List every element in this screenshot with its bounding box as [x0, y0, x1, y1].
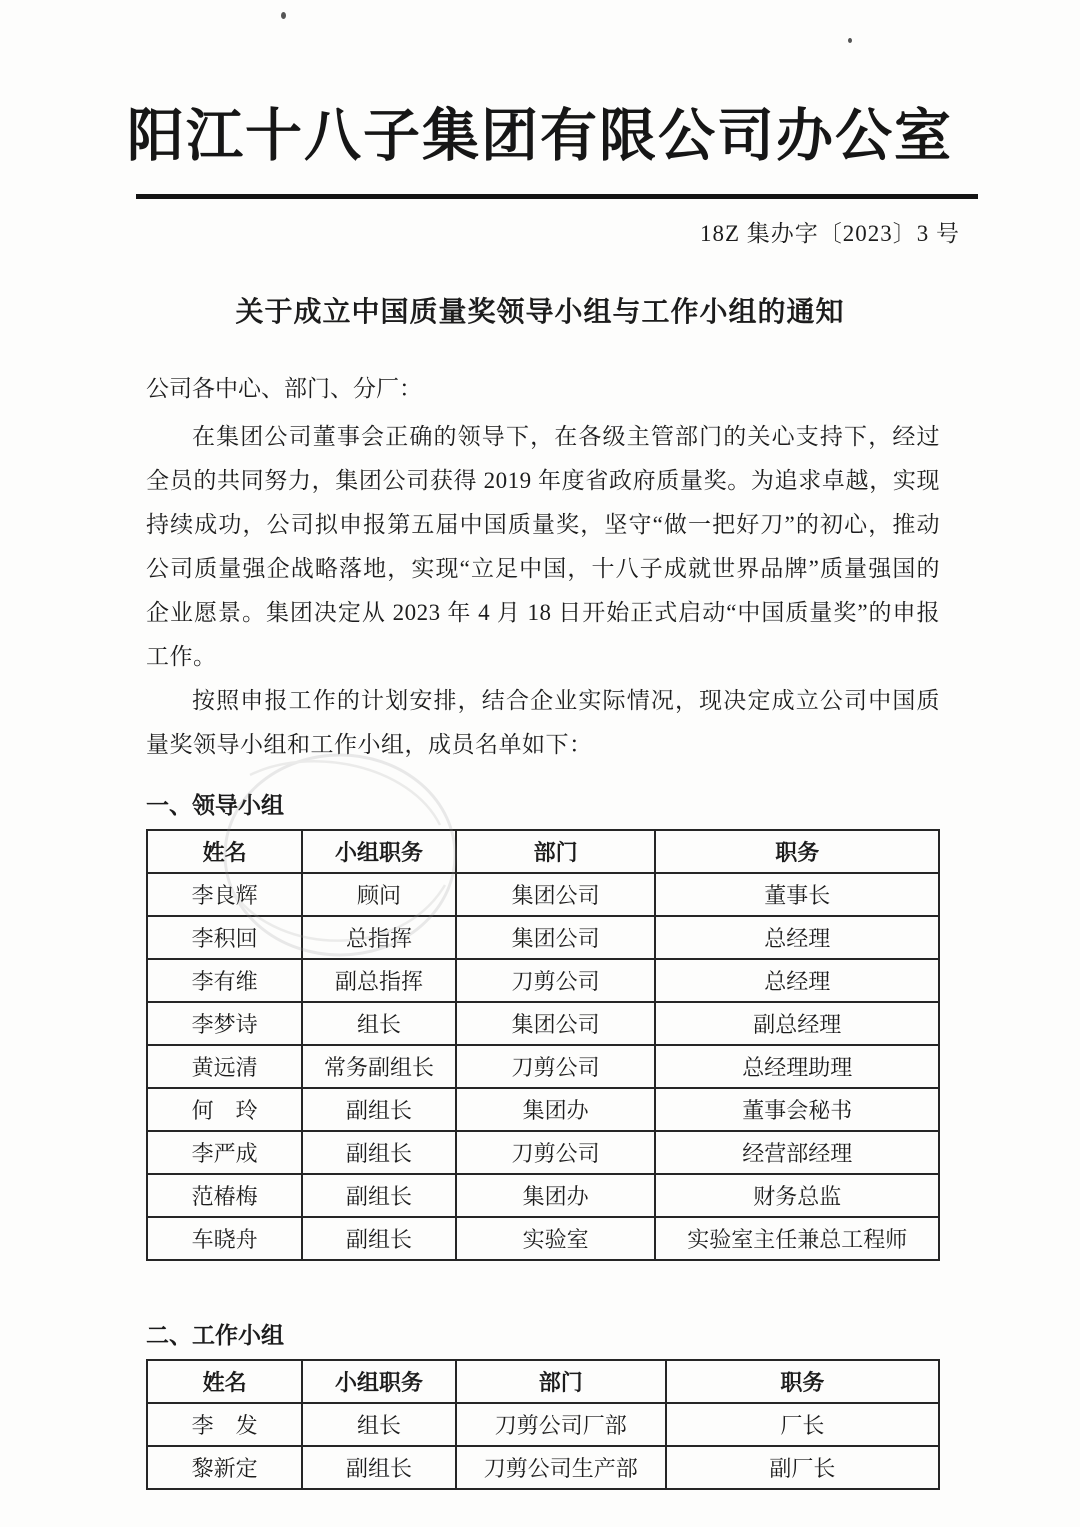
- document-title: 关于成立中国质量奖领导小组与工作小组的通知: [235, 297, 845, 328]
- table-cell: 副总经理: [655, 1002, 939, 1045]
- table-cell: 副组长: [302, 1131, 456, 1174]
- table-cell: 总经理: [655, 916, 939, 959]
- table-cell: 组长: [302, 1403, 456, 1446]
- section-heading-leading-group: 一、领导小组: [146, 793, 284, 818]
- column-header: 姓名: [147, 1360, 302, 1403]
- table-cell: 顾问: [302, 873, 456, 916]
- table-cell: 副组长: [302, 1174, 456, 1217]
- table-row: [147, 1174, 939, 1217]
- table-cell: 李梦诗: [147, 1002, 302, 1045]
- table-cell: 集团公司: [456, 1002, 656, 1045]
- table-cell: 常务副组长: [302, 1045, 456, 1088]
- table-cell: 集团公司: [456, 916, 656, 959]
- table-cell: 刀剪公司厂部: [456, 1403, 666, 1446]
- scan-speck: [848, 38, 852, 43]
- column-header: 职务: [666, 1360, 939, 1403]
- salutation-line: 公司各中心、部门、分厂：: [146, 376, 422, 401]
- table-cell: 董事长: [655, 873, 939, 916]
- letterhead-divider-rule: [136, 194, 978, 199]
- table-row: [147, 1002, 939, 1045]
- table-cell: 集团办: [456, 1088, 656, 1131]
- table-cell: 经营部经理: [655, 1131, 939, 1174]
- letterhead-org-name: 阳江十八子集团有限公司办公室: [127, 105, 953, 168]
- table-row: [147, 873, 939, 916]
- table-cell: 何 玲: [147, 1088, 302, 1131]
- table-row: [147, 1045, 939, 1088]
- table-cell: 厂长: [666, 1403, 939, 1446]
- table-cell: 实验室主任兼总工程师: [655, 1217, 939, 1260]
- table-cell: 副组长: [302, 1217, 456, 1260]
- table-cell: 副厂长: [666, 1446, 939, 1489]
- working-group-table: [146, 1359, 940, 1490]
- table-row: [147, 1446, 939, 1489]
- table-cell: 刀剪公司生产部: [456, 1446, 666, 1489]
- table-cell: 车晓舟: [147, 1217, 302, 1260]
- table-cell: 总指挥: [302, 916, 456, 959]
- table-row: [147, 1403, 939, 1446]
- column-header: 部门: [456, 830, 656, 873]
- scan-speck: [281, 12, 286, 19]
- document-reference-number: 18Z 集办字〔2023〕3 号: [699, 221, 960, 246]
- table-row: [147, 959, 939, 1002]
- table-cell: 集团办: [456, 1174, 656, 1217]
- table-row: [147, 1217, 939, 1260]
- table-row: [147, 916, 939, 959]
- table-cell: 财务总监: [655, 1174, 939, 1217]
- body-paragraph-1: 在集团公司董事会正确的领导下，在各级主管部门的关心支持下，经过全员的共同努力，集团公司获得 2019 年度省政府质量奖。为追求卓越，实现持续成功，公司拟申报第五届中国质量奖，坚守“做一把好刀”的初心，推动公司质量强企战略落地，实现“立足中国，十八子成就世界品牌”质量强国的企业愿景。集团决定从 2023 年 4 月 18 日开始正式启动“中国质量奖”的申报工作。: [146, 424, 940, 669]
- table-cell: 刀剪公司: [456, 959, 656, 1002]
- table-cell: 李良辉: [147, 873, 302, 916]
- table-cell: 实验室: [456, 1217, 656, 1260]
- table-cell: 副组长: [302, 1446, 456, 1489]
- table-row: [147, 1131, 939, 1174]
- table-cell: 集团公司: [456, 873, 656, 916]
- leading-group-table: [146, 829, 940, 1261]
- table-row: [147, 1088, 939, 1131]
- table-cell: 董事会秘书: [655, 1088, 939, 1131]
- table-cell: 李严成: [147, 1131, 302, 1174]
- column-header: 小组职务: [302, 1360, 456, 1403]
- body-paragraph-2: 按照申报工作的计划安排，结合企业实际情况，现决定成立公司中国质量奖领导小组和工作小组，成员名单如下：: [146, 688, 940, 757]
- table-cell: 范椿梅: [147, 1174, 302, 1217]
- table-cell: 刀剪公司: [456, 1131, 656, 1174]
- table-cell: 组长: [302, 1002, 456, 1045]
- section-heading-working-group: 二、工作小组: [146, 1323, 284, 1348]
- table-cell: 黎新定: [147, 1446, 302, 1489]
- column-header: 部门: [456, 1360, 666, 1403]
- column-header: 姓名: [147, 830, 302, 873]
- table-cell: 副组长: [302, 1088, 456, 1131]
- document-body: [146, 370, 940, 1490]
- table-cell: 刀剪公司: [456, 1045, 656, 1088]
- table-cell: 李积回: [147, 916, 302, 959]
- table-cell: 副总指挥: [302, 959, 456, 1002]
- table-cell: 李有维: [147, 959, 302, 1002]
- column-header: 职务: [655, 830, 939, 873]
- column-header: 小组职务: [302, 830, 456, 873]
- table-header-row: [147, 830, 939, 873]
- table-cell: 黄远清: [147, 1045, 302, 1088]
- table-header-row: [147, 1360, 939, 1403]
- table-cell: 总经理助理: [655, 1045, 939, 1088]
- table-cell: 李 发: [147, 1403, 302, 1446]
- table-cell: 总经理: [655, 959, 939, 1002]
